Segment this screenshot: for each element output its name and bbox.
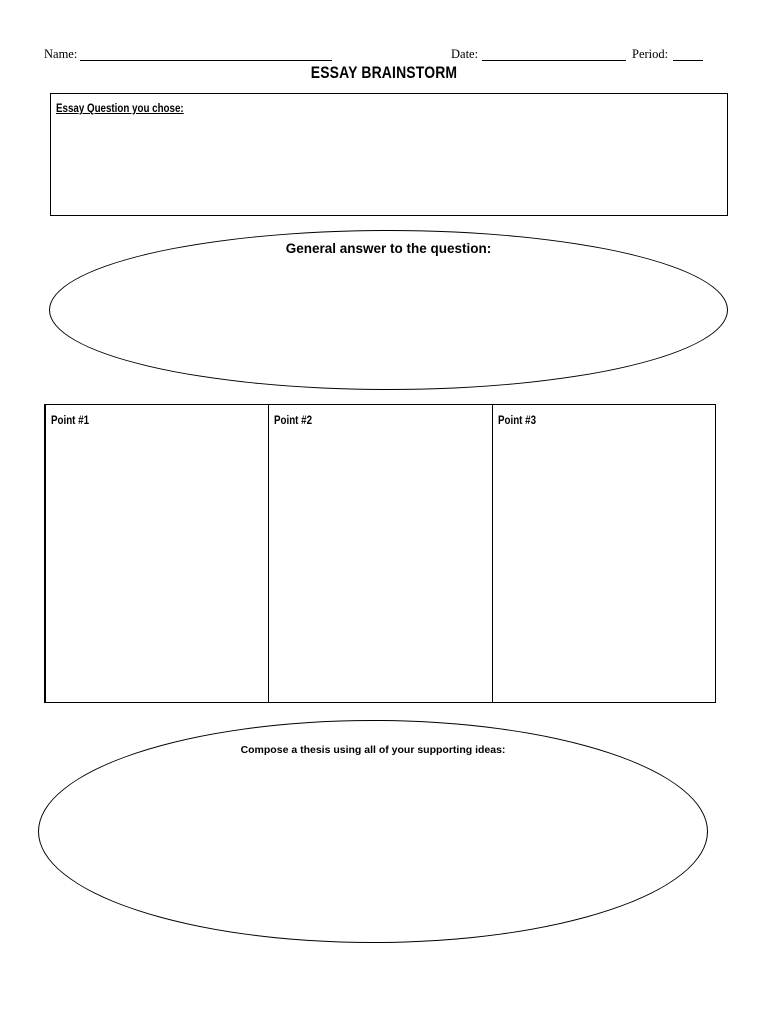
point-3-label: Point #3 [497,415,536,427]
general-answer-label: General answer to the question: [285,241,492,256]
period-field[interactable] [673,60,703,61]
point-3-cell[interactable] [492,405,715,702]
date-label: Date: [451,47,479,61]
thesis-label: Compose a thesis using all of your supporting ideas: [240,744,506,756]
name-field[interactable] [80,60,332,61]
date-field[interactable] [482,60,626,61]
point-1-cell[interactable] [45,405,268,702]
name-label: Name: [44,47,78,61]
thesis-ellipse[interactable] [38,720,708,943]
period-label: Period: [632,47,669,61]
essay-question-box[interactable] [50,93,728,216]
essay-question-label: Essay Question you chose: [56,103,184,115]
points-table [44,404,716,703]
general-answer-ellipse[interactable] [49,230,728,390]
point-1-label: Point #1 [51,415,90,427]
point-2-label: Point #2 [274,415,313,427]
page-title: ESSAY BRAINSTORM [310,63,458,82]
point-2-cell[interactable] [268,405,491,702]
